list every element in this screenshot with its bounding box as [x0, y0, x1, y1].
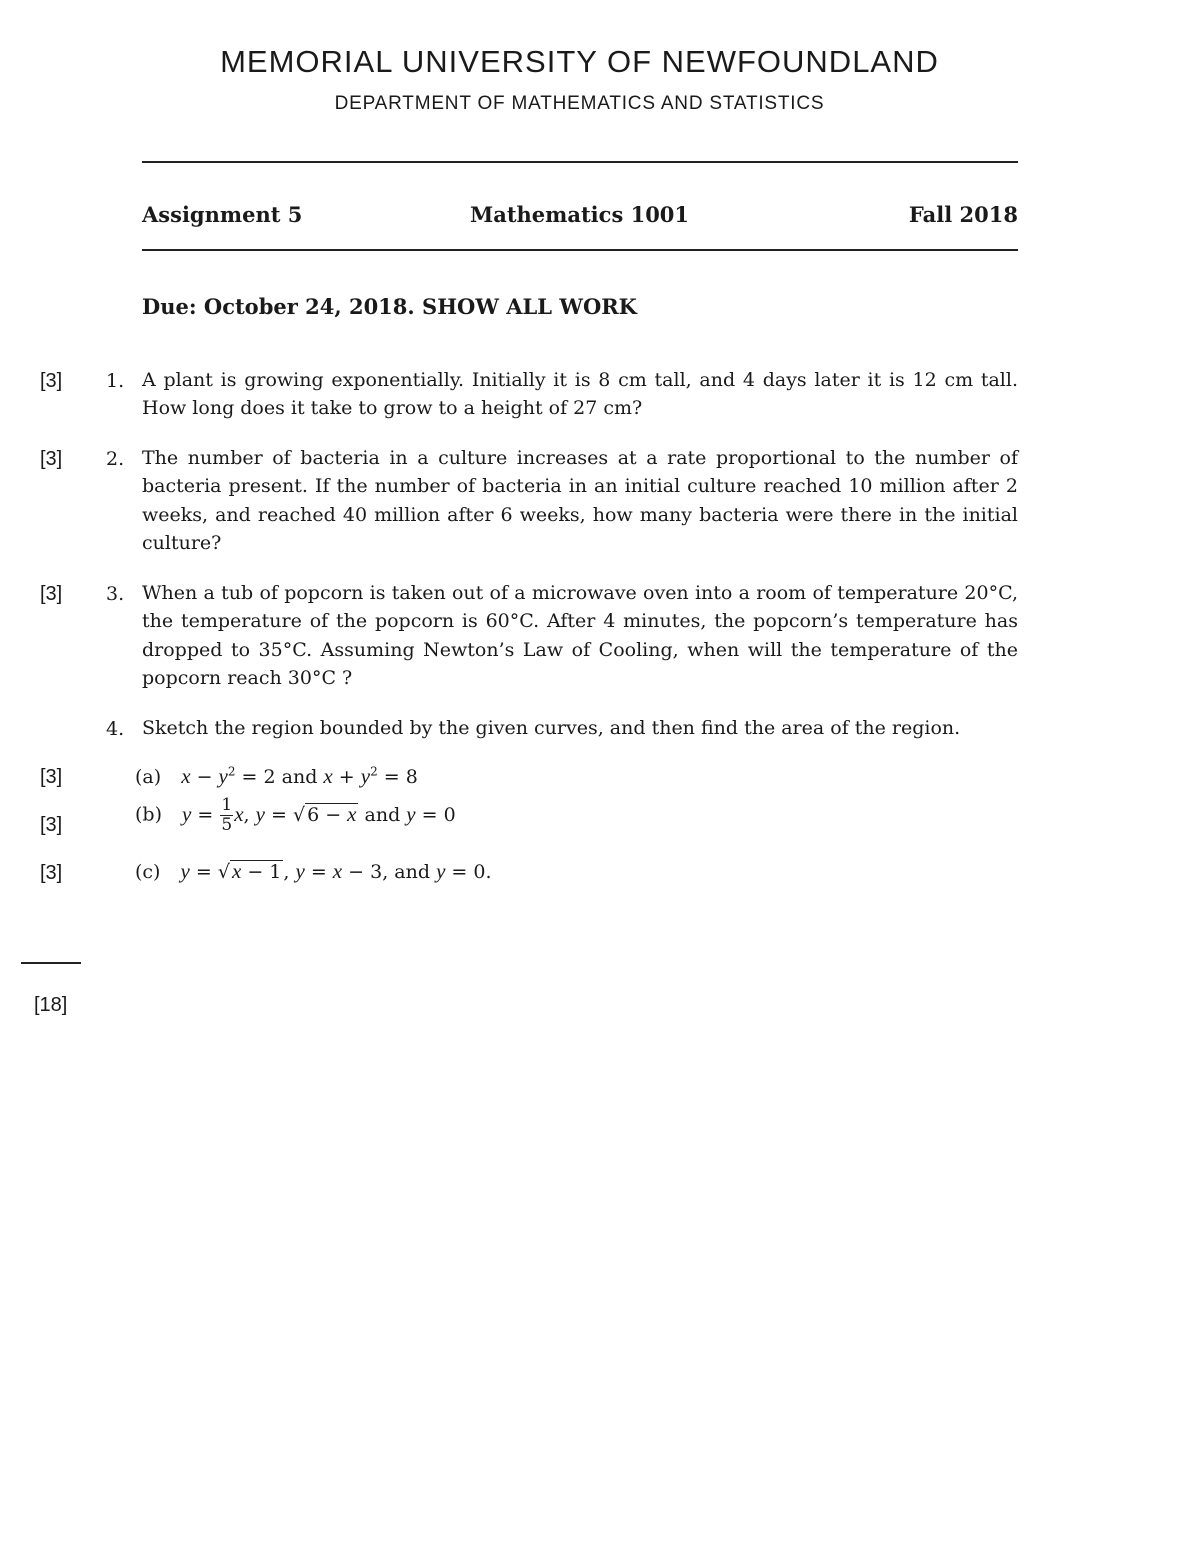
q2-points: [3] [40, 448, 63, 470]
due-line: Due: October 24, 2018. SHOW ALL WORK [142, 294, 637, 319]
q1-number: 1. [106, 370, 125, 392]
part-a [135, 764, 418, 789]
q1-points: [3] [40, 370, 63, 392]
part-c [135, 859, 492, 884]
q3-number: 3. [106, 583, 125, 605]
q2-text: The number of bacteria in a culture increases at a rate proportional to the number of bacteria present. If the number of bacteria in an initial culture reached 10 million after 2 weeks, and reached 40 million after 6 weeks, how many bacteria were there in the initial culture? [142, 447, 1018, 555]
part-c-points: [3] [40, 862, 63, 884]
part-b [135, 796, 456, 835]
q4-number: 4. [106, 718, 125, 740]
department-name: DEPARTMENT OF MATHEMATICS AND STATISTICS [334, 93, 825, 114]
q4-text: Sketch the region bounded by the given curves, and then find the area of the region. [142, 717, 961, 739]
q3-points: [3] [40, 583, 63, 605]
university-name: MEMORIAL UNIVERSITY OF NEWFOUNDLAND [220, 44, 939, 79]
q1-text: A plant is growing exponentially. Initially it is 8 cm tall, and 4 days later it is 12 cm tall. How long does it take to grow to a height of 27 cm? [142, 369, 1018, 420]
bottom-rule [142, 249, 1018, 251]
total-rule [21, 962, 81, 964]
term-label: Fall 2018 [908, 202, 1018, 227]
part-a-label: (a) [135, 766, 162, 788]
part-b-points: [3] [40, 814, 63, 836]
part-a-points: [3] [40, 766, 63, 788]
part-b-equation: y = $\frac{1}{5}$ x, y = √ 6 − x and y = 0 [182, 795, 456, 835]
part-a-equation: $x - y^2 = 2$ and $x + y^2 = 8$ [181, 764, 418, 788]
course-label: Mathematics 1001 [469, 202, 690, 227]
q2-number: 2. [106, 448, 125, 470]
part-b-label: (b) [135, 803, 162, 826]
assignment-label: Assignment 5 [142, 202, 303, 227]
top-rule [142, 161, 1018, 163]
part-c-equation: y = √x − 1 , y = x − 3, and y = 0. [180, 859, 492, 883]
total-points: [18] [34, 994, 68, 1016]
part-c-label: (c) [135, 861, 161, 883]
fraction-one-fifth: $\frac{1}{5}$ [221, 795, 233, 835]
q3-text: When a tub of popcorn is taken out of a microwave oven into a room of temperature 20°C, the temperature of the popcorn is 60°C. After 4 minutes, the popcorn’s temperature has dropped to 35°C. Assuming Newton’s Law of Cooling, when will the temperature of the popcorn reach 30°C ? [142, 582, 1018, 690]
